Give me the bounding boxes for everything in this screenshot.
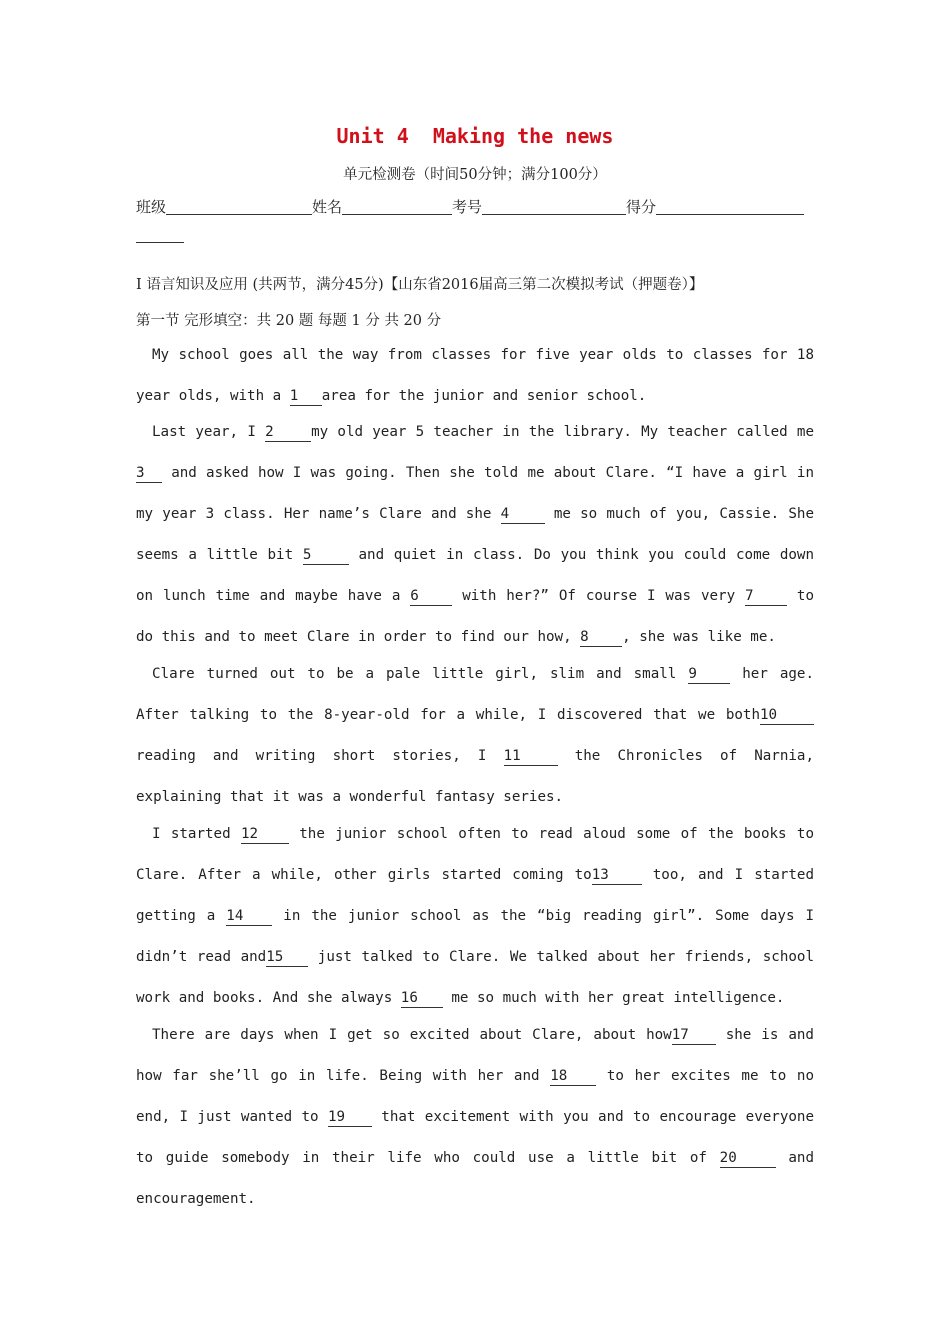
class-field[interactable]	[166, 197, 312, 215]
blank-15[interactable]: 15	[266, 948, 308, 967]
score-label: 得分	[626, 198, 657, 216]
blank-13[interactable]: 13	[592, 866, 642, 885]
name-label: 姓名	[312, 198, 343, 216]
blank-12[interactable]: 12	[241, 825, 289, 844]
blank-17[interactable]: 17	[672, 1026, 716, 1045]
score-field-continuation	[136, 242, 184, 243]
name-field[interactable]	[342, 197, 452, 215]
blank-6[interactable]: 6	[410, 587, 452, 606]
blank-18[interactable]: 18	[550, 1067, 596, 1086]
blank-16[interactable]: 16	[401, 989, 443, 1008]
part-heading: I 语言知识及应用 (共两节，满分45分)【山东省2016届高三第二次模拟考试（押题卷）】	[136, 277, 704, 293]
blank-11[interactable]: 11	[504, 747, 558, 766]
passage-paragraph-1: My school goes all the way from classes for five year olds to classes for 18 year olds, with a 1 area for the junior and senior school.	[136, 347, 814, 404]
blank-9[interactable]: 9	[688, 665, 730, 684]
class-label: 班级	[136, 198, 167, 216]
blank-2[interactable]: 2	[265, 423, 311, 442]
passage-paragraph-4: I started 12 the junior school often to read aloud some of the books to Clare. After a while, other girls started coming to13 too, and I started getting a 14 in the junior school as the “big reading girl”. Some days I didn’t read and15 just talked to Clare. We talked about her friends, school work and books. And she always 16 me so much with her great intelligence.	[136, 826, 815, 1006]
blank-1[interactable]: 1	[290, 387, 322, 406]
blank-7[interactable]: 7	[745, 587, 787, 606]
number-label: 考号	[452, 198, 483, 216]
blank-20[interactable]: 20	[720, 1149, 776, 1168]
blank-5[interactable]: 5	[303, 546, 349, 565]
blank-4[interactable]: 4	[501, 505, 545, 524]
number-field[interactable]	[482, 197, 626, 215]
blank-14[interactable]: 14	[226, 907, 272, 926]
passage-paragraph-3: Clare turned out to be a pale little girl, slim and small 9 her age. After talking to the 8-year-old for a while, I discovered that we both10 reading and writing short stories, I 11 the Chronicles of Narnia, explaining that it was a wonderful fantasy series.	[136, 666, 815, 805]
blank-10[interactable]: 10	[760, 706, 814, 725]
student-info-line	[136, 196, 814, 217]
blank-8[interactable]: 8	[580, 628, 622, 647]
exam-subtitle: 单元检测卷（时间50分钟；满分100分）	[343, 167, 607, 183]
section-heading: 第一节 完形填空：共 20 题 每题 1 分 共 20 分	[136, 313, 442, 329]
blank-19[interactable]: 19	[328, 1108, 372, 1127]
unit-title: Unit 4 Making the news	[336, 124, 614, 148]
blank-3[interactable]: 3	[136, 464, 162, 483]
score-field[interactable]	[656, 197, 804, 215]
passage-paragraph-5: There are days when I get so excited about Clare, about how17 she is and how far she’ll go in life. Being with her and 18 to her excites me to no end, I just wanted to 19 that excitement with you and to encourage everyone to guide somebody in their life who could use a little bit of 20 and encouragement.	[136, 1027, 814, 1207]
passage-paragraph-2: Last year, I 2 my old year 5 teacher in the library. My teacher called me 3 and asked how I was going. Then she told me about Clare. “I have a girl in my year 3 class. Her name’s Clare and she 4 me so much of you, Cassie. She seems a little bit 5 and quiet in class. Do you think you could come down on lunch time and maybe have a 6 with her?” Of course I was very 7 to do this and to meet Clare in order to find our how, 8 , she was like me.	[136, 424, 815, 645]
